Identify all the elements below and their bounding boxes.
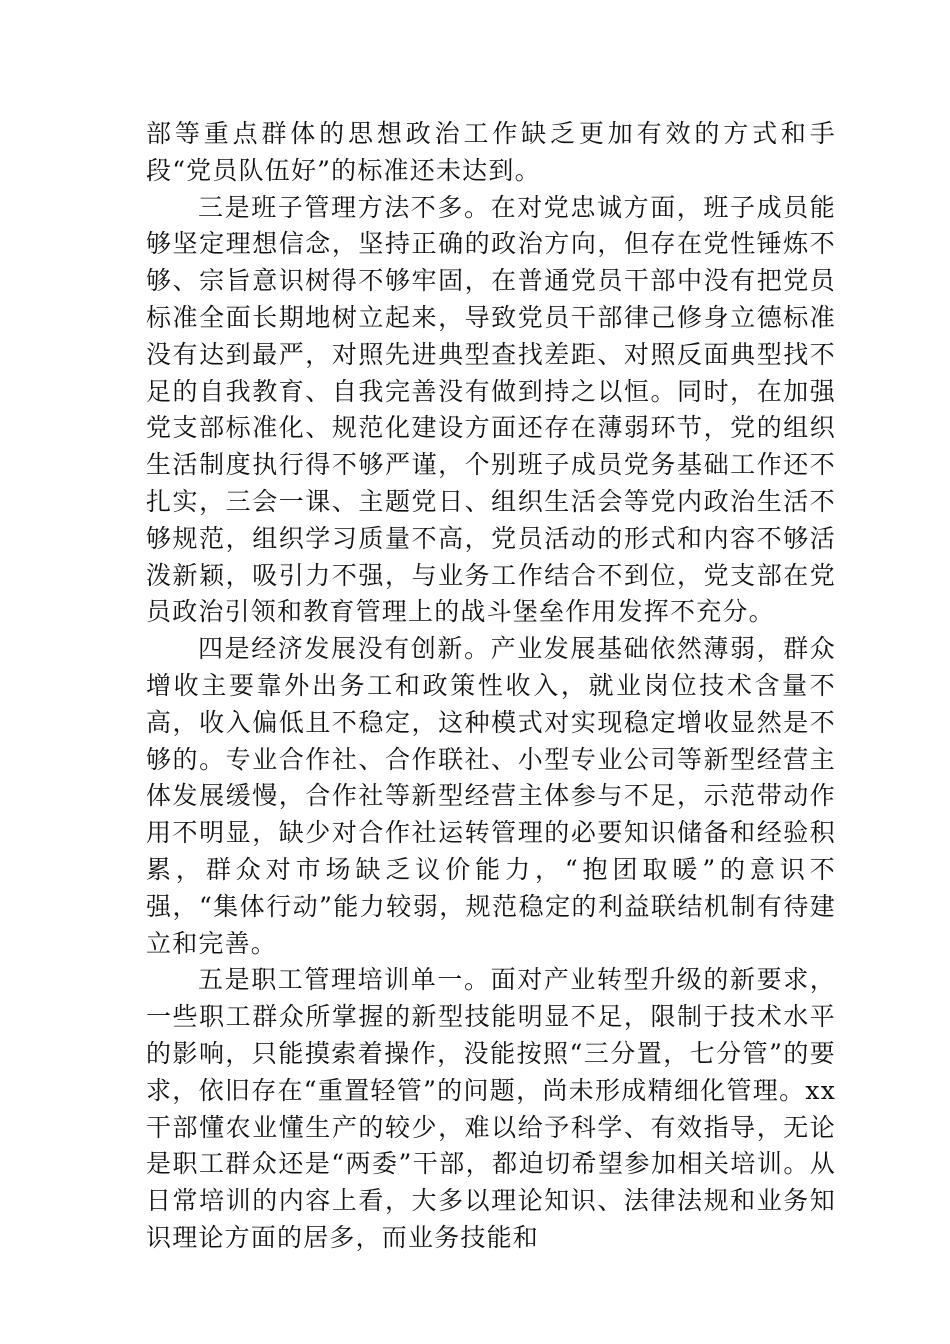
document-body xyxy=(146,116,836,1257)
paragraph-continuation: 部等重点群体的思想政治工作缺乏更加有效的方式和手段“党员队伍好”的标准还未达到。 xyxy=(146,119,836,185)
paragraph-staff-training: 五是职工管理培训单一。面对产业转型升级的新要求，一些职工群众所掌握的新型技能明显不足，限制于技术水平的影响，只能摸索着操作，没能按照“三分置，七分管”的要求，依旧存在“重置轻管”的问题，尚未形成精细化管理。xx干部懂农业懂生产的较少，难以给予科学、有效指导，无论是职工群众还是“两委”干部，都迫切希望参加相关培训。从日常培训的内容上看，大多以理论知识、法律法规和业务知识理论方面的居多，而业务技能和 xyxy=(146,965,836,1252)
paragraph-team-management: 三是班子管理方法不多。在对党忠诚方面，班子成员能够坚定理想信念，坚持正确的政治方向，但存在党性锤炼不够、宗旨意识树得不够牢固，在普通党员干部中没有把党员标准全面长期地树立起来，导致党员干部律己修身立德标准没有达到最严，对照先进典型查找差距、对照反面典型找不足的自我教育、自我完善没有做到持之以恒。同时，在加强党支部标准化、规范化建设方面还存在薄弱环节，党的组织生活制度执行得不够严谨，个别班子成员党务基础工作还不扎实，三会一课、主题党日、组织生活会等党内政治生活不够规范，组织学习质量不高，党员活动的形式和内容不够活泼新颖，吸引力不强，与业务工作结合不到位，党支部在党员政治引领和教育管理上的战斗堡垒作用发挥不充分。 xyxy=(146,192,836,627)
paragraph-economic-development: 四是经济发展没有创新。产业发展基础依然薄弱，群众增收主要靠外出务工和政策性收入，就业岗位技术含量不高，收入偏低且不稳定，这种模式对实现稳定增收显然是不够的。专业合作社、合作联社、小型专业公司等新型经营主体发展缓慢，合作社等新型经营主体参与不足，示范带动作用不明显，缺少对合作社运转管理的必要知识储备和经验积累，群众对市场缺乏议价能力，“抱团取暖”的意识不强，“集体行动”能力较弱，规范稳定的利益联结机制有待建立和完善。 xyxy=(146,634,836,958)
